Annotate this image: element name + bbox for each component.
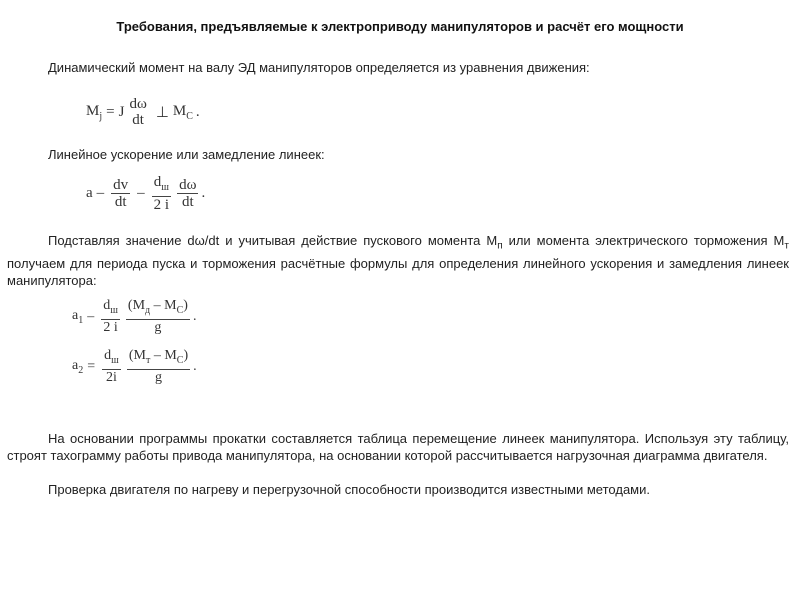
fraction-denominator: dt bbox=[132, 112, 144, 128]
symbol-d: d bbox=[153, 173, 162, 190]
text-segment: – M bbox=[150, 348, 177, 364]
fraction-denominator: g bbox=[154, 319, 162, 335]
fraction-numerator bbox=[126, 298, 190, 320]
fraction-numerator bbox=[127, 348, 190, 370]
fraction-denominator: 2i bbox=[106, 369, 117, 385]
plus-sign: ⊥ bbox=[155, 104, 169, 121]
fraction-d-2i bbox=[152, 174, 171, 213]
text-segment: (M bbox=[128, 348, 146, 364]
subscript-c: C bbox=[186, 110, 193, 122]
formula-term bbox=[86, 103, 102, 122]
text-segment: ) bbox=[183, 348, 189, 364]
equals-sign: – bbox=[87, 309, 95, 324]
subscript: т bbox=[145, 354, 151, 366]
subscript: д bbox=[145, 304, 151, 316]
fraction-denominator: 2 i bbox=[103, 319, 118, 335]
symbol-d: d bbox=[104, 348, 112, 364]
subscript: C bbox=[176, 304, 184, 316]
fraction-numerator: dω bbox=[179, 176, 197, 193]
formula-motion-equation bbox=[86, 92, 200, 132]
formula-braking-deceleration bbox=[72, 346, 197, 388]
text-segment: ) bbox=[183, 298, 188, 314]
symbol-j: J bbox=[118, 103, 125, 120]
equals-sign: = bbox=[106, 103, 115, 120]
subscript: ш bbox=[161, 181, 169, 193]
fraction-moment-difference bbox=[126, 298, 190, 336]
fraction-denominator: dt bbox=[114, 193, 127, 210]
equals-sign: – bbox=[137, 184, 145, 201]
fraction-numerator bbox=[152, 174, 171, 197]
fraction-denominator: dt bbox=[181, 193, 194, 210]
symbol-a: a bbox=[72, 358, 79, 374]
symbol-d: d bbox=[103, 298, 111, 314]
fraction-dv-dt bbox=[111, 177, 130, 210]
subscript-t: т bbox=[784, 240, 789, 252]
text-segment: Подставляя значение dω/dt и учитывая действие пускового момента M bbox=[48, 233, 498, 248]
paragraph-linear-acceleration: Линейное ускорение или замедление линеек: bbox=[48, 147, 325, 162]
fraction-d-2i bbox=[101, 298, 120, 336]
fraction-numerator: dω bbox=[129, 96, 147, 112]
paragraph-dynamic-moment: Динамический момент на валу ЭД манипуляторов определяется из уравнения движения: bbox=[48, 60, 590, 75]
paragraph-substitution bbox=[7, 232, 789, 289]
subscript-p: п bbox=[497, 240, 503, 252]
symbol-m: M bbox=[86, 102, 100, 119]
fraction-moment-difference bbox=[127, 348, 190, 386]
period: . bbox=[201, 184, 206, 201]
subscript: ш bbox=[110, 304, 118, 316]
fraction-numerator bbox=[102, 348, 121, 370]
text-segment: или момента электрического торможения M bbox=[502, 233, 785, 248]
formula-start-acceleration bbox=[72, 296, 196, 338]
fraction-numerator: dv bbox=[113, 176, 129, 193]
equals-sign: – bbox=[96, 184, 105, 201]
formula-term bbox=[72, 358, 83, 376]
fraction-numerator bbox=[101, 298, 120, 320]
equals-sign: = bbox=[87, 359, 96, 374]
fraction-d-2i bbox=[102, 348, 121, 386]
formula-linear-acceleration bbox=[86, 172, 205, 214]
text-segment: – M bbox=[150, 298, 177, 314]
symbol-m: M bbox=[172, 102, 187, 119]
fraction-denominator: 2 i bbox=[153, 196, 170, 213]
paragraph-motor-check: Проверка двигателя по нагреву и перегрузочной способности производится известными методами. bbox=[48, 482, 650, 497]
formula-term bbox=[173, 103, 193, 122]
symbol-a: a bbox=[86, 184, 93, 201]
period: . bbox=[192, 309, 197, 324]
period: . bbox=[195, 103, 200, 120]
subscript-j: j bbox=[99, 110, 103, 122]
page-title: Требования, предъявляемые к электроприводу манипуляторов и расчёт его мощности bbox=[116, 19, 684, 34]
fraction-denominator: g bbox=[154, 369, 162, 385]
subscript: C bbox=[176, 354, 184, 366]
text-segment: (M bbox=[127, 298, 146, 314]
formula-term bbox=[72, 308, 83, 326]
subscript: 1 bbox=[78, 314, 84, 326]
period: . bbox=[193, 359, 197, 374]
text-segment: получаем для периода пуска и торможения расчётные формулы для определения линейного ускорения и замедления линеек манипулятора: bbox=[7, 255, 789, 288]
symbol-a: a bbox=[72, 308, 79, 324]
paragraph-rolling-program: На основании программы прокатки составляется таблица перемещение линеек манипулятора. Используя эту таблицу, строят тахограмму работы привода манипулятора, на основании которой рассчитывается нагрузочная диаграмма двигателя. bbox=[7, 431, 789, 463]
subscript: 2 bbox=[78, 364, 84, 376]
fraction-domega-dt bbox=[177, 177, 198, 210]
subscript: ш bbox=[111, 354, 119, 366]
fraction-domega-dt bbox=[127, 96, 148, 128]
